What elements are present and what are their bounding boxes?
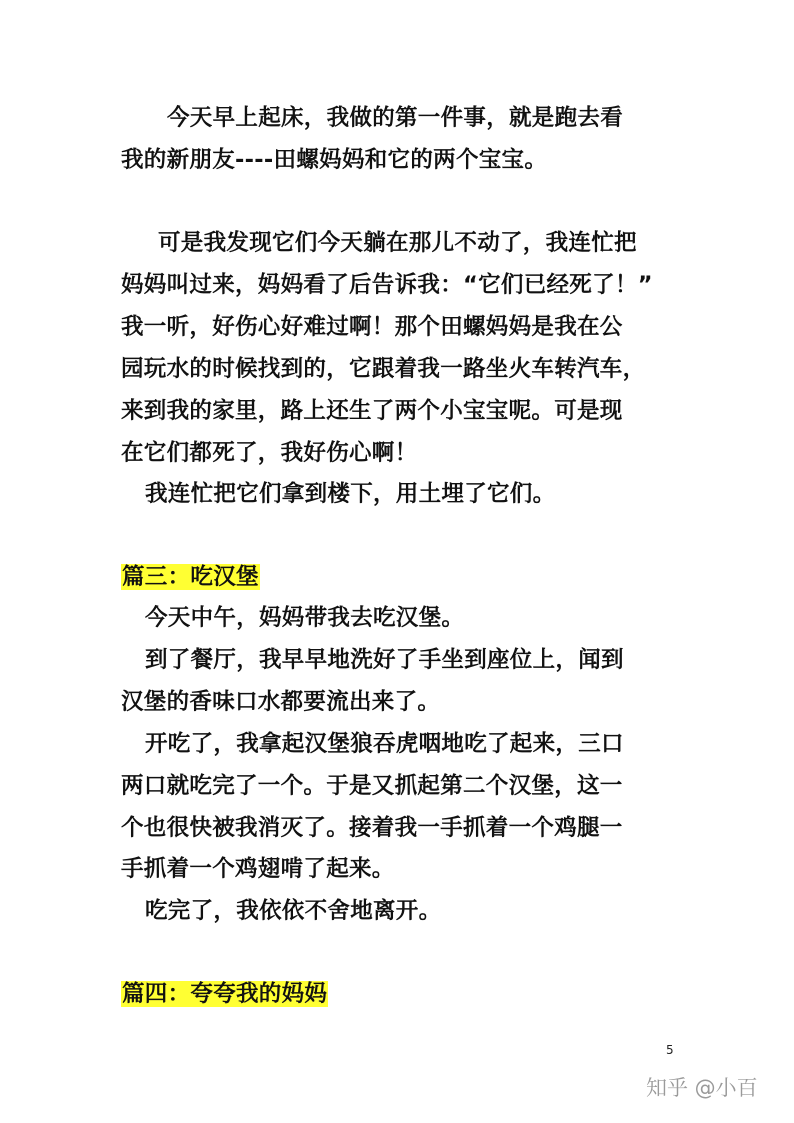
paragraph-line: 今天早上起床，我做的第一件事，就是跑去看 xyxy=(167,105,624,131)
paragraph-line: 可是我发现它们今天躺在那儿不动了，我连忙把 xyxy=(158,230,637,256)
paragraph-line: 开吃了，我拿起汉堡狼吞虎咽地吃了起来，三口 xyxy=(145,731,624,757)
paragraph-line: 园玩水的时候找到的，它跟着我一路坐火车转汽车， xyxy=(121,356,646,382)
paragraph-line: 个也很快被我消灭了。接着我一手抓着一个鸡腿一 xyxy=(121,815,623,841)
paragraph-line: 汉堡的香味口水都要流出来了。 xyxy=(121,689,441,715)
paragraph-line: 手抓着一个鸡翅啃了起来。 xyxy=(121,856,395,882)
paragraph-line: 我一听，好伤心好难过啊！那个田螺妈妈是我在公 xyxy=(121,314,623,340)
paragraph-line: 妈妈叫过来，妈妈看了后告诉我：“它们已经死了！” xyxy=(121,272,653,298)
paragraph-line: 来到我的家里，路上还生了两个小宝宝呢。可是现 xyxy=(121,398,623,424)
paragraph-line: 到了餐厅，我早早地洗好了手坐到座位上，闻到 xyxy=(145,647,624,673)
section-heading xyxy=(121,562,260,592)
paragraph-line: 吃完了，我依依不舍地离开。 xyxy=(145,898,442,924)
paragraph-line: 两口就吃完了一个。于是又抓起第二个汉堡，这一 xyxy=(121,773,623,799)
page-number: 5 xyxy=(666,1043,674,1057)
paragraph-line: 我的新朋友----田螺妈妈和它的两个宝宝。 xyxy=(121,147,548,173)
paragraph-line: 在它们都死了，我好伤心啊！ xyxy=(121,440,418,466)
watermark: 知乎 @小百 xyxy=(646,1076,758,1100)
section-heading-text: 篇四：夸夸我的妈妈 xyxy=(122,981,328,1007)
section-heading xyxy=(121,979,328,1009)
section-heading-text: 篇三：吃汉堡 xyxy=(122,564,259,590)
paragraph-line: 今天中午，妈妈带我去吃汉堡。 xyxy=(145,605,465,631)
paragraph-line: 我连忙把它们拿到楼下，用土埋了它们。 xyxy=(145,481,556,507)
